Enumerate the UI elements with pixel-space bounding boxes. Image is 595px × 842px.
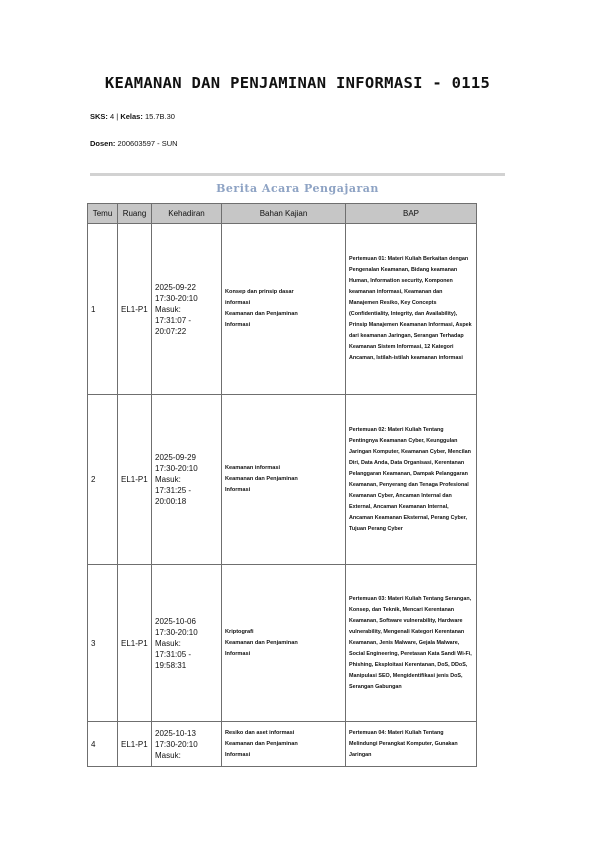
- attendance-out: 20:00:18: [155, 497, 187, 506]
- cell-bap: Pertemuan 02: Materi Kuliah Tentang Pentingnya Keamanan Cyber, Keunggulan Jaringan Komputer, Keamanan Cyber, Mencilan Diri, Data Anda, Data Organisasi, Kerentanan Pelanggaran Keamanan, Dampak Pelanggaran Keamanan, Penyerang dan Tenaga Profesional Keamanan Cyber, Ancaman Internal dan External, Ancaman Keamanan Internal, Ancaman Keamanan Eksternal, Perang Cyber, Tujuan Perang Cyber: [346, 395, 477, 565]
- session-time: 17:30-20:10: [155, 739, 198, 749]
- separator: |: [116, 112, 119, 121]
- session-date: 2025-09-29: [155, 453, 196, 462]
- session-time: 17:30-20:10: [155, 464, 198, 473]
- header-ruang: Ruang: [118, 204, 152, 224]
- cell-bap: Pertemuan 04: Materi Kuliah Tentang Melindungi Perangkat Komputer, Gunakan Jaringan: [346, 722, 477, 767]
- table-row: [88, 224, 477, 395]
- dosen-label: Dosen:: [90, 139, 116, 148]
- attendance-out: 19:58:31: [155, 660, 187, 670]
- attendance-in: 17:31:07 -: [155, 315, 192, 325]
- session-date: 2025-10-13: [155, 728, 196, 738]
- topic-line: Informasi: [225, 650, 251, 657]
- cell-temu: 3: [88, 565, 118, 722]
- cell-bahan-kajian: [222, 722, 346, 767]
- cell-kehadiran: [152, 565, 222, 722]
- attendance-in: 17:31:25 -: [155, 486, 192, 495]
- cell-ruang: EL1-P1: [118, 224, 152, 395]
- session-date: 2025-09-22: [155, 282, 196, 292]
- cell-bap: Pertemuan 03: Materi Kuliah Tentang Serangan, Konsep, dan Teknik, Mencari Kerentanan Keamanan, Software vulnerability, Hardware vulnerability, Mengenali Kategori Kerentanan Keamanan, Jenis Malware, Gejala Malware, Social Engineering, Peretasan Kata Sandi Wi-Fi, Phishing, Eksploitasi Kerentanan, DoS, DDoS, Manipulasi SEO, Mengidentifikasi jenis DoS, Serangan Gabungan: [346, 565, 477, 722]
- table-row: [88, 565, 477, 722]
- page-title: KEAMANAN DAN PENJAMINAN INFORMASI - 0115: [104, 74, 491, 92]
- kelas-value: 15.7B.30: [144, 112, 175, 121]
- session-time: 17:30-20:10: [155, 627, 198, 637]
- divider: [90, 173, 505, 176]
- topic-line: Informasi: [225, 751, 251, 758]
- cell-temu: 4: [88, 722, 118, 767]
- cell-ruang: EL1-P1: [118, 565, 152, 722]
- topic-line: Konsep dan prinsip dasar: [225, 289, 294, 295]
- topic-line: Resiko dan aset informasi: [225, 729, 295, 736]
- attendance-label: Masuk:: [155, 750, 181, 760]
- topic-line: Keamanan informasi: [225, 465, 281, 471]
- attendance-in: 17:31:05 -: [155, 649, 192, 659]
- cell-bap: Pertemuan 01: Materi Kuliah Berkaitan dengan Pengenalan Keamanan, Bidang keamanan Human, Information security, Komponen keamanan informasi, Keamanan dan Manajemen Resiko, Key Concepts (Confidentiality, Integrity, dan Availability), Prinsip Manajemen Keamanan Informasi, Aspek dari keamanan Jaringan, Serangan Terhadap Keamanan Sistem Informasi, 12 Kategori Ancaman, Istilah-istilah keamanan informasi: [346, 224, 477, 395]
- cell-temu: 2: [88, 395, 118, 565]
- cell-bahan-kajian: [222, 224, 346, 395]
- table-row: [88, 395, 477, 565]
- attendance-label: Masuk:: [155, 475, 181, 484]
- kelas-label: Kelas:: [120, 112, 143, 121]
- table-header-row: [88, 204, 477, 224]
- topic-line: Informasi: [225, 322, 251, 328]
- cell-temu: 1: [88, 224, 118, 395]
- session-date: 2025-10-06: [155, 616, 196, 626]
- sks-value: 4: [110, 112, 115, 121]
- attendance-out: 20:07:22: [155, 326, 187, 336]
- attendance-label: Masuk:: [155, 638, 181, 648]
- header-bahan-kajian: Bahan Kajian: [222, 204, 346, 224]
- teaching-report-table: [87, 203, 477, 767]
- topic-line: Informasi: [225, 487, 251, 493]
- topic-line: informasi: [225, 300, 251, 306]
- session-time: 17:30-20:10: [155, 293, 198, 303]
- course-info: [90, 112, 175, 121]
- cell-bahan-kajian: [222, 395, 346, 565]
- header-bap: BAP: [346, 204, 477, 224]
- section-title: Berita Acara Pengajaran: [216, 182, 379, 195]
- header-kehadiran: Kehadiran: [152, 204, 222, 224]
- table-row: [88, 722, 477, 767]
- topic-line: Kriptografi: [225, 628, 254, 635]
- cell-bahan-kajian: [222, 565, 346, 722]
- topic-line: Keamanan dan Penjaminan: [225, 639, 298, 646]
- dosen-value: 200603597 - SUN: [117, 139, 178, 148]
- cell-kehadiran: [152, 722, 222, 767]
- topic-line: Keamanan dan Penjaminan: [225, 311, 298, 317]
- topic-line: Keamanan dan Penjaminan: [225, 740, 298, 747]
- sks-label: SKS:: [90, 112, 108, 121]
- topic-line: Keamanan dan Penjaminan: [225, 476, 298, 482]
- cell-kehadiran: [152, 224, 222, 395]
- lecturer-info: [90, 139, 178, 148]
- cell-ruang: EL1-P1: [118, 722, 152, 767]
- header-temu: Temu: [88, 204, 118, 224]
- cell-ruang: EL1-P1: [118, 395, 152, 565]
- cell-kehadiran: [152, 395, 222, 565]
- attendance-label: Masuk:: [155, 304, 181, 314]
